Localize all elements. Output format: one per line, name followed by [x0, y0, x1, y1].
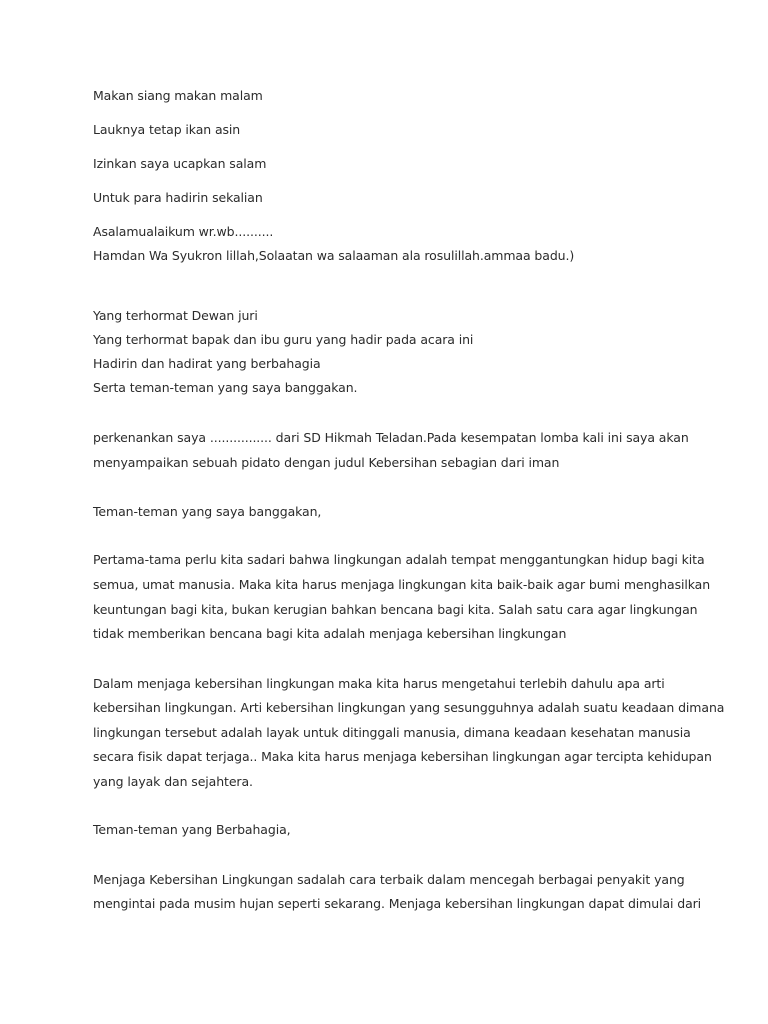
intro-line: menyampaikan sebuah pidato dengan judul Kebersihan sebagian dari iman — [93, 455, 560, 470]
paragraph-line: semua, umat manusia. Maka kita harus menjaga lingkungan kita baik-baik agar bumi menghasilkan — [93, 577, 711, 592]
paragraph-line: Pertama-tama perlu kita sadari bahwa lingkungan adalah tempat menggantungkan hidup bagi kita — [93, 552, 705, 567]
opening-line: Asalamualaikum wr.wb.......... — [93, 224, 274, 239]
pantun-line: Untuk para hadirin sekalian — [93, 190, 263, 205]
salutation-line: Hadirin dan hadirat yang berbahagia — [93, 356, 321, 371]
salutation-line: Yang terhormat bapak dan ibu guru yang hadir pada acara ini — [93, 332, 474, 347]
salutation-line: Yang terhormat Dewan juri — [93, 308, 258, 323]
paragraph-line: keuntungan bagi kita, bukan kerugian bahkan bencana bagi kita. Salah satu cara agar lingkungan — [93, 602, 698, 617]
pantun-line: Izinkan saya ucapkan salam — [93, 156, 267, 171]
paragraph-line: tidak memberikan bencana bagi kita adalah menjaga kebersihan lingkungan — [93, 626, 567, 641]
greeting-line: Teman-teman yang saya banggakan, — [93, 504, 322, 519]
opening-line: Hamdan Wa Syukron lillah,Solaatan wa salaaman ala rosulillah.ammaa badu.) — [93, 248, 575, 263]
paragraph-line: secara fisik dapat terjaga.. Maka kita harus menjaga kebersihan lingkungan agar tercipta kehidupan — [93, 749, 712, 764]
salutation-line: Serta teman-teman yang saya banggakan. — [93, 380, 358, 395]
paragraph-line: mengintai pada musim hujan seperti sekarang. Menjaga kebersihan lingkungan dapat dimulai dari — [93, 896, 702, 911]
pantun-line: Makan siang makan malam — [93, 88, 263, 103]
paragraph-line: Menjaga Kebersihan Lingkungan sadalah cara terbaik dalam mencegah berbagai penyakit yang — [93, 872, 685, 887]
paragraph-line: kebersihan lingkungan. Arti kebersihan lingkungan yang sesungguhnya adalah suatu keadaan dimana — [93, 700, 725, 715]
paragraph-line: lingkungan tersebut adalah layak untuk ditinggali manusia, dimana keadaan kesehatan manusia — [93, 725, 691, 740]
greeting-line: Teman-teman yang Berbahagia, — [93, 822, 291, 837]
paragraph-line: yang layak dan sejahtera. — [93, 774, 253, 789]
intro-line: perkenankan saya ................ dari SD Hikmah Teladan.Pada kesempatan lomba kali ini saya akan — [93, 430, 689, 445]
pantun-line: Lauknya tetap ikan asin — [93, 122, 241, 137]
paragraph-line: Dalam menjaga kebersihan lingkungan maka kita harus mengetahui terlebih dahulu apa arti — [93, 676, 665, 691]
